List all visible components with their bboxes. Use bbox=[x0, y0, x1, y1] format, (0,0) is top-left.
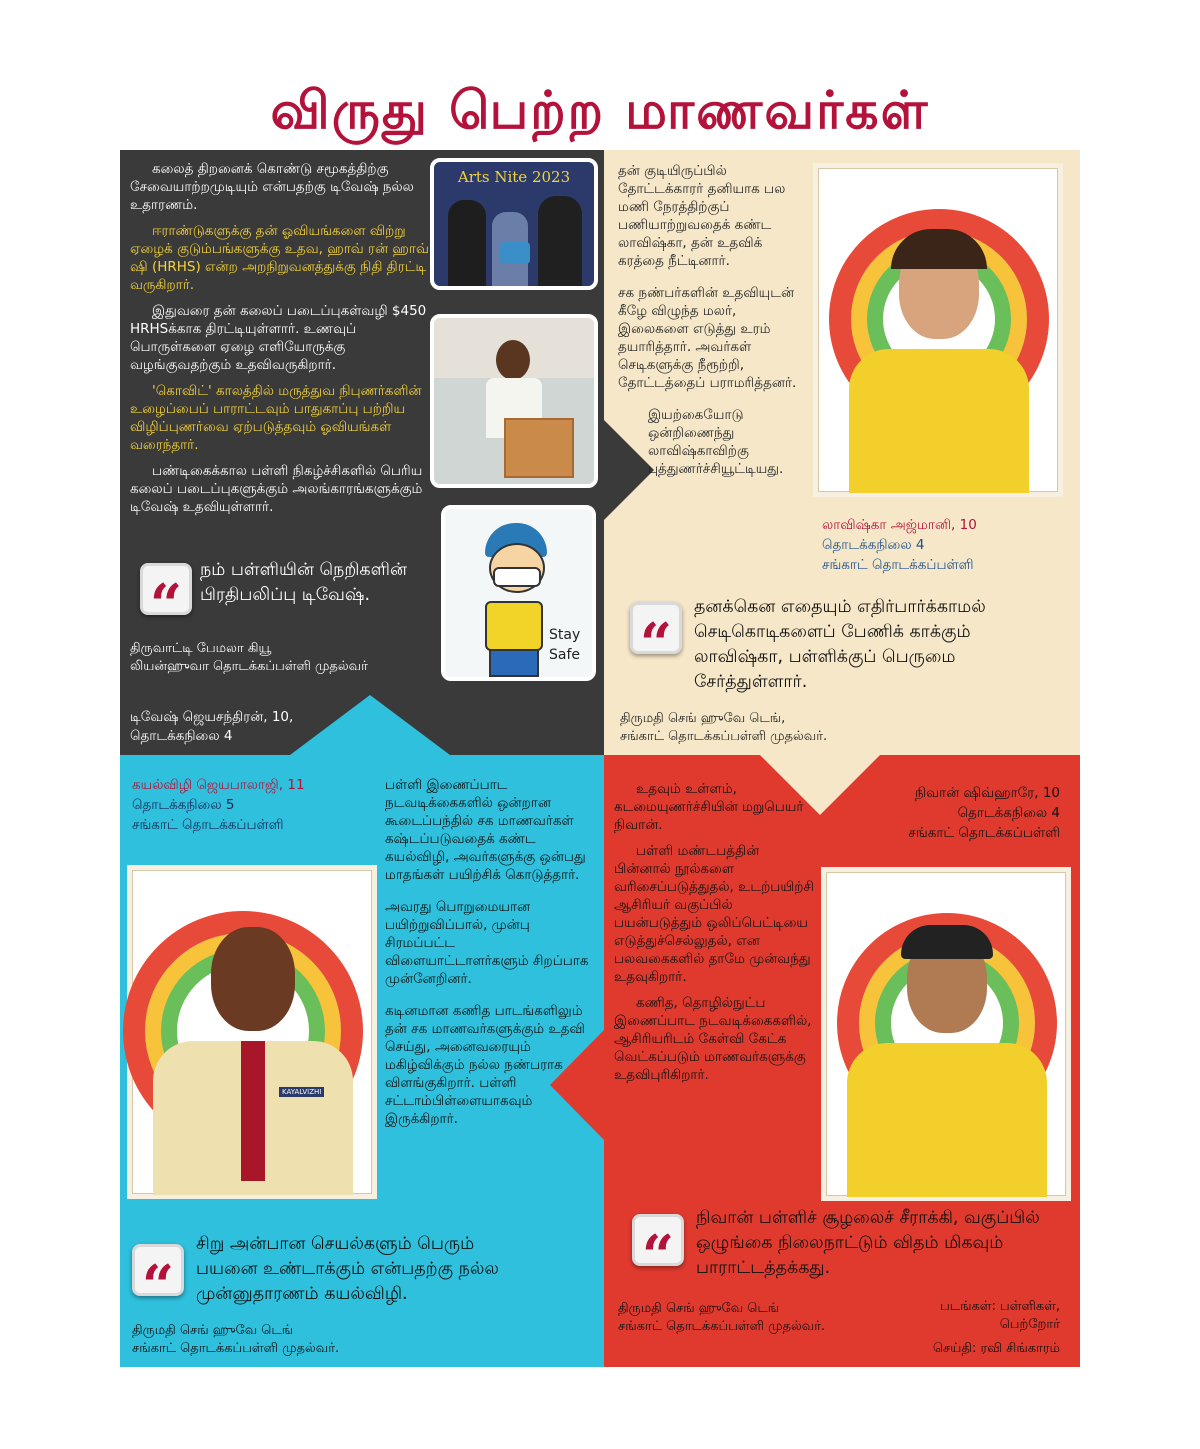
br-quote-by-1: திருமதி செங் ஹுவே டெங் bbox=[618, 1301, 780, 1316]
photo-tie bbox=[241, 1041, 265, 1181]
bl-quote-by-2: சங்காட் தொடக்கப்பள்ளி முதல்வர். bbox=[132, 1341, 340, 1356]
br-body-text bbox=[614, 780, 814, 1092]
drawing-shirt bbox=[485, 601, 543, 651]
page-title: விருது பெற்ற மாணவர்கள் bbox=[270, 80, 930, 141]
br-quote: நிவான் பள்ளிச் சூழலைச் சீராக்கி, வகுப்பில் ஒழுங்கை நிலைநாட்டும் விதம் மிகவும் பாராட்டத்தக்கது. bbox=[696, 1208, 1040, 1278]
photo-shirt bbox=[849, 349, 1029, 493]
br-credit-photos-2: பெற்றோர் bbox=[999, 1317, 1060, 1332]
tl-photo-donation bbox=[430, 314, 598, 488]
tr-body-text bbox=[618, 162, 808, 486]
tl-photo-award bbox=[430, 158, 598, 290]
tl-para-4: 'கொவிட்' காலத்தில் மருத்துவ நிபுணர்களின் உழைப்பைப் பாராட்டவும் பாதுகாப்பு பற்றிய விழிப்புணர்வை ஏற்படுத்தவும் ஓவியங்கள் வரைந்தார். bbox=[130, 383, 422, 453]
tl-student-name: டிவேஷ் ஜெயசந்திரன், 10, bbox=[130, 709, 294, 725]
bl-student-school: சங்காட் தொடக்கப்பள்ளி bbox=[132, 817, 284, 833]
quote-icon: “ bbox=[630, 602, 682, 654]
br-para-3: கணித, தொழில்நுட்ப இணைப்பாட நடவடிக்கைகளில், ஆசிரியரிடம் கேள்வி கேட்க வெட்கப்படும் மாணவர்களுக்கு உதவிபுரிகிறார். bbox=[614, 995, 812, 1083]
bl-para-3: கடினமான கணித பாடங்களிலும் தன் சக மாணவர்களுக்கும் உதவி செய்து, அனைவரையும் மகிழ்விக்கும் நல்ல நண்பராக விளங்குகிறார். பள்ளி சட்டாம்பிள்ளையாகவும் இருக்கிறார். bbox=[385, 1003, 585, 1127]
photo-figure bbox=[538, 196, 582, 290]
tr-quote: தனக்கென எதையும் எதிர்பார்க்காமல் செடிகொடிகளைப் பேணிக் காக்கும் லாவிஷ்கா, பள்ளிக்குப் பெருமை சேர்த்துள்ளார். bbox=[694, 597, 986, 692]
br-student-school: சங்காட் தொடக்கப்பள்ளி bbox=[908, 825, 1060, 841]
bl-quote-by-1: திருமதி செங் ஹுவே டெங் bbox=[132, 1323, 294, 1338]
bl-quote: சிறு அன்பான செயல்களும் பெரும் பயனை உண்டாக்கும் என்பதற்கு நல்ல முன்னுதாரணம் கயல்விழி. bbox=[196, 1234, 499, 1304]
tr-quote-by-2: சங்காட் தொடக்கப்பள்ளி முதல்வர். bbox=[620, 729, 828, 744]
photo-face bbox=[211, 927, 295, 1031]
bl-student-photo bbox=[132, 870, 372, 1194]
br-para-1: உதவும் உள்ளம், கடமையுணர்ச்சியின் மறுபெயர் நிவான். bbox=[614, 781, 804, 833]
quote-icon: “ bbox=[132, 1244, 184, 1296]
tl-para-3: இதுவரை தன் கலைப் படைப்புகள்வழி $450 HRHSக்காக திரட்டியுள்ளார். உணவுப் பொருள்களை ஏழை எளியோருக்கு வழங்குவதற்கும் உதவிவருகிறார். bbox=[130, 303, 427, 373]
bl-para-1: பள்ளி இணைப்பாட நடவடிக்கைகளில் ஒன்றான கூடைப்பந்தில் சக மாணவர்கள் கஷ்டப்படுவதைக் கண்ட கயல்விழி, அவர்களுக்கு ஒன்பது மாதங்கள் பயிற்சிக் கொடுத்தார். bbox=[385, 777, 586, 883]
photo-boy-head bbox=[496, 340, 530, 380]
drawing-pants bbox=[489, 649, 539, 677]
drawing-text-safe: Safe bbox=[549, 647, 581, 663]
bl-para-2: அவரது பொறுமையான பயிற்றுவிப்பால், முன்பு சிரமப்பட்ட விளையாட்டாளர்களும் சிறப்பாக முன்னேறினர். bbox=[385, 899, 589, 987]
drawing-mask bbox=[493, 567, 541, 587]
tr-student-level: தொடக்கநிலை 4 bbox=[822, 537, 925, 553]
br-para-2: பள்ளி மண்டபத்தின் பின்னால் நூல்களை வரிசைப்படுத்துதல், உடற்பயிற்சி ஆசிரியர் வகுப்பில் பயன்படுத்தும் ஒலிப்பெட்டியை எடுத்துச்செல்லுதல், என பலவகைகளில் தாமே முன்வந்து உதவுகிறார். bbox=[614, 843, 814, 985]
tr-quote-by-1: திருமதி செங் ஹுவே டெங், bbox=[620, 711, 786, 726]
tl-para-5: பண்டிகைக்கால பள்ளி நிகழ்ச்சிகளில் பெரிய கலைப் படைப்புகளுக்கும் அலங்காரங்களுக்கும் டிவேஷ் உதவியுள்ளார். bbox=[130, 463, 423, 515]
br-credit-photos-1: படங்கள்: பள்ளிகள், bbox=[940, 1299, 1060, 1314]
tl-para-1: கலைத் திறனைக் கொண்டு சமூகத்திற்கு சேவையாற்றமுடியும் என்பதற்கு டிவேஷ் நல்ல உதாரணம். bbox=[130, 161, 414, 213]
bl-student-level: தொடக்கநிலை 5 bbox=[132, 797, 235, 813]
photo-shirt bbox=[847, 1043, 1047, 1197]
photo-box bbox=[504, 418, 574, 478]
br-student-level: தொடக்கநிலை 4 bbox=[957, 805, 1060, 821]
quote-icon: “ bbox=[140, 563, 192, 615]
br-quote-by-2: சங்காட் தொடக்கப்பள்ளி முதல்வர். bbox=[618, 1319, 826, 1334]
tl-body-text bbox=[130, 160, 430, 524]
tl-quote: நம் பள்ளியின் நெறிகளின் பிரதிபலிப்பு டிவேஷ். bbox=[200, 560, 407, 605]
bl-body-text bbox=[385, 776, 600, 1136]
tl-quote-by-1: திருவாட்டி பேமலா கியூ bbox=[130, 641, 272, 656]
photo-trophy bbox=[500, 242, 530, 264]
br-credit-news: செய்தி: ரவி சிங்காரம் bbox=[932, 1341, 1060, 1356]
photo-badge-text: KAYALVIZHI bbox=[279, 1087, 324, 1097]
tl-drawing-stay-safe bbox=[441, 505, 596, 681]
tr-student-name: லாவிஷ்கா அஜ்மானி, 10 bbox=[822, 517, 977, 533]
quote-icon: “ bbox=[632, 1214, 684, 1266]
tr-para-2: சக நண்பர்களின் உதவியுடன் கீழே விழுந்த மலர், இலைகளை எடுத்து உரம் தயாரித்தார். அவர்கள் செடிகளுக்கு நீரூற்றி, தோட்டத்தைப் பராமரித்தனர். bbox=[618, 285, 797, 391]
tl-para-2: ஈராண்டுகளுக்கு தன் ஓவியங்களை விற்று ஏழைக் குடும்பங்களுக்கு உதவ, ஹாவ் ரன் ஹாவ் ஷி (HRHS) என்ற அறநிறுவனத்துக்கு நிதி திரட்டி வருகிறார். bbox=[130, 223, 429, 293]
photo-banner-text: Arts Nite 2023 bbox=[457, 168, 571, 186]
tr-para-3: இயற்கையோடு ஒன்றிணைந்து லாவிஷ்காவிற்கு புத்துணர்ச்சியூட்டியது. bbox=[648, 407, 784, 477]
photo-hair bbox=[901, 925, 993, 959]
tr-para-1: தன் குடியிருப்பில் தோட்டக்காரர் தனியாக பல மணி நேரத்திற்குப் பணியாற்றுவதைக் கண்ட லாவிஷ்கா, தன் உதவிக் கரத்தை நீட்டினார். bbox=[618, 163, 786, 269]
tr-student-photo bbox=[818, 168, 1058, 492]
tl-quote-by-2: லியன்ஹுவா தொடக்கப்பள்ளி முதல்வர் bbox=[130, 659, 368, 674]
photo-figure bbox=[448, 200, 486, 290]
drawing-text-stay: Stay bbox=[549, 627, 581, 643]
tl-student-level: தொடக்கநிலை 4 bbox=[130, 728, 233, 744]
br-student-name: நிவான் ஷிவ்ஹாரே, 10 bbox=[914, 785, 1060, 801]
bl-student-name: கயல்விழி ஜெயபாலாஜி, 11 bbox=[132, 777, 305, 793]
br-student-photo bbox=[826, 872, 1066, 1196]
tr-student-school: சங்காட் தொடக்கப்பள்ளி bbox=[822, 557, 974, 573]
